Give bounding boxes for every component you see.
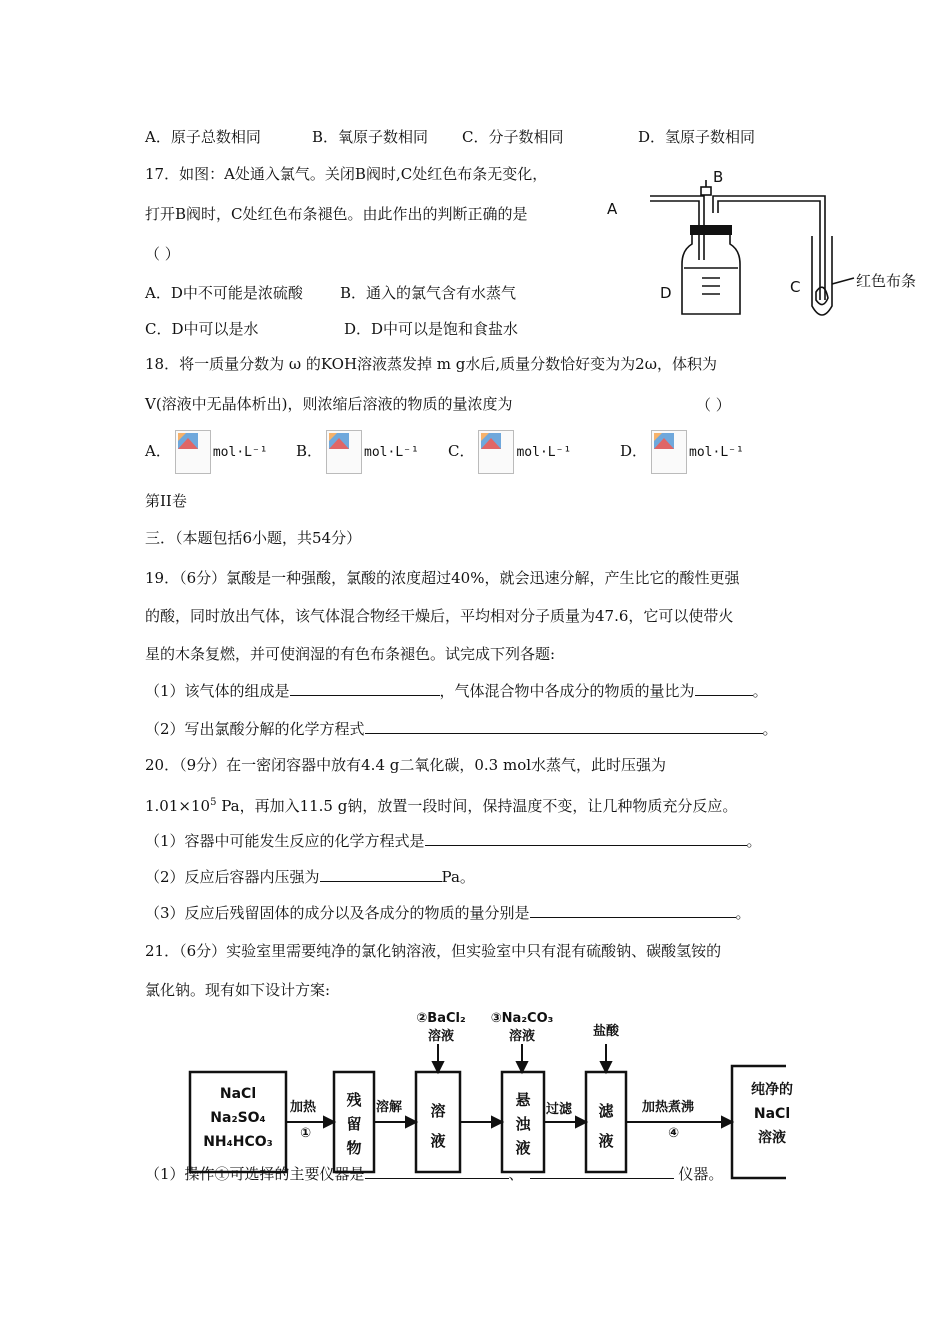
q17-line2: 打开B阀时，C处红色布条褪色。由此作出的判断正确的是 <box>145 205 528 223</box>
flow-arrow4-label: 过滤 <box>546 1102 573 1117</box>
formula-image-placeholder <box>326 430 362 474</box>
q20-line1: 20．（9分）在一密闭容器中放有4.4 g二氧化碳，0.3 mol水蒸气，此时压强为 <box>145 756 667 774</box>
q20-sub3 <box>145 903 751 923</box>
q19-sub1-text2: ，气体混合物中各成分的物质的量比为 <box>439 682 695 700</box>
q20-sub1-end: 。 <box>746 832 762 850</box>
flow-reagent-hcl: 盐酸 <box>592 1024 619 1039</box>
flow-box-line: Na₂SO₄ <box>210 1110 266 1126</box>
q21-sub1-text: （1）操作①可选择的主要仪器是 <box>145 1165 365 1183</box>
q20-sub2 <box>145 867 475 887</box>
flow-box-pure-nacl <box>732 1078 812 1150</box>
q20-exponent: 5 <box>210 797 217 808</box>
q19-sub2-end: 。 <box>762 720 778 738</box>
formula-image-placeholder <box>478 430 514 474</box>
q17-paren: （ ） <box>145 245 180 263</box>
q20-sub1 <box>145 831 762 851</box>
section-juan-2: 第II卷 <box>145 492 187 510</box>
q16-option-b: B．氧原子数相同 <box>312 128 429 146</box>
q20-sub3-end: 。 <box>735 904 751 922</box>
flow-box-mixture <box>190 1082 286 1154</box>
flow-box-line: 滤 <box>598 1102 614 1120</box>
section-part-3: 三．（本题包括6小题，共54分） <box>145 529 362 547</box>
q18-option-letter: A． <box>145 442 171 460</box>
flow-box-line: 纯净的 <box>751 1082 793 1098</box>
flow-reagent-na2co3 <box>484 1010 560 1046</box>
q16-option-d: D．氢原子数相同 <box>638 128 756 146</box>
q16-option-c: C．分子数相同 <box>462 128 564 146</box>
flow-box-residue <box>334 1088 374 1160</box>
q21-sub1-sep: 、 <box>508 1165 524 1183</box>
q21-sub1 <box>145 1164 723 1184</box>
broken-image-icon <box>178 433 198 449</box>
formula-image-placeholder <box>175 430 211 474</box>
q18-line2: V(溶液中无晶体析出)，则浓缩后溶液的物质的量浓度为 <box>145 395 513 413</box>
q20-line2 <box>145 793 737 816</box>
flow-arrow1-label: 加热 <box>290 1100 317 1115</box>
q21-line2: 氯化钠。现有如下设计方案: <box>145 981 331 999</box>
q18-line1: 18．将一质量分数为 ω 的KOH溶液蒸发掉 m g水后,质量分数恰好变为为2ω，体积为 <box>145 355 717 373</box>
q18-option-a <box>145 430 268 474</box>
q19-line3: 星的木条复燃，并可使润湿的有色布条褪色。试完成下列各题: <box>145 645 556 663</box>
flow-arrow2-label: 溶解 <box>376 1100 403 1115</box>
q20-sub2-text: （2）反应后容器内压强为 <box>145 868 320 886</box>
q20-sub1-text: （1）容器中可能发生反应的化学方程式是 <box>145 832 425 850</box>
q18-option-b <box>296 430 419 474</box>
q18-option-unit: mol·L⁻¹ <box>689 445 744 460</box>
answer-blank[interactable] <box>365 719 763 734</box>
q18-option-letter: D． <box>620 442 648 460</box>
q18-option-unit: mol·L⁻¹ <box>212 445 268 460</box>
q19-line1: 19．（6分）氯酸是一种强酸，氯酸的浓度超过40%，就会迅速分解，产生比它的酸性更强 <box>145 569 740 587</box>
answer-blank[interactable] <box>530 903 736 918</box>
flow-reagent-line: ②BaCl₂ <box>416 1011 466 1026</box>
flow-arrow5-step: ④ <box>668 1126 680 1141</box>
flow-reagent-line: 溶液 <box>508 1029 535 1044</box>
apparatus-label-cloth: 红色布条 <box>856 272 917 290</box>
flow-box-line: NH₄HCO₃ <box>203 1134 273 1150</box>
flow-box-line: NaCl <box>753 1106 791 1122</box>
q19-sub2-text: （2）写出氯酸分解的化学方程式 <box>145 720 365 738</box>
flow-box-line: 物 <box>346 1139 362 1157</box>
apparatus-label-b: B <box>713 168 724 186</box>
flow-box-line: 溶液 <box>758 1130 786 1146</box>
q19-sub1-text: （1）该气体的组成是 <box>145 682 290 700</box>
q18-paren: （ ） <box>696 396 731 414</box>
q20-line2-text: 1.01×10 <box>145 797 211 815</box>
flow-box-filtrate <box>586 1096 626 1156</box>
flow-arrow1-step: ① <box>300 1126 312 1141</box>
q16-option-a: A．原子总数相同 <box>145 128 261 146</box>
q18-option-c <box>448 430 571 474</box>
q19-sub1 <box>145 681 768 701</box>
flow-box-line: 液 <box>515 1139 531 1157</box>
flow-box-line: 残 <box>346 1091 362 1109</box>
q20-sub2-end: Pa。 <box>441 868 475 886</box>
answer-blank[interactable] <box>365 1164 509 1179</box>
flow-reagent-bacl2 <box>406 1010 476 1046</box>
q19-sub1-end: 。 <box>752 682 768 700</box>
answer-blank[interactable] <box>320 867 442 882</box>
q18-option-unit: mol·L⁻¹ <box>364 445 419 460</box>
apparatus-label-d: D <box>660 284 672 302</box>
flow-box-line: 浊 <box>515 1115 531 1133</box>
q17-option-b: B．通入的氯气含有水蒸气 <box>340 284 517 302</box>
q19-sub2 <box>145 719 778 739</box>
flow-box-suspension <box>502 1088 544 1160</box>
q21-sub1-end: 仪器。 <box>678 1165 724 1183</box>
q17-option-d: D．D中可以是饱和食盐水 <box>344 320 519 338</box>
q18-option-letter: C． <box>448 442 475 460</box>
flow-box-line: NaCl <box>219 1086 257 1102</box>
flow-box-line: 液 <box>598 1132 614 1150</box>
q18-option-d <box>620 430 744 474</box>
flow-reagent-line: ③Na₂CO₃ <box>490 1011 554 1026</box>
flow-reagent-line: 溶液 <box>427 1029 454 1044</box>
q19-line2: 的酸，同时放出气体，该气体混合物经干燥后，平均相对分子质量为47.6，它可以使带火 <box>145 607 734 625</box>
flow-box-line: 液 <box>430 1132 446 1150</box>
q20-line2-text2: Pa，再加入11.5 g钠，放置一段时间，保持温度不变，让几种物质充分反应。 <box>216 797 738 815</box>
answer-blank[interactable] <box>530 1164 674 1179</box>
q18-option-unit: mol·L⁻¹ <box>516 445 572 460</box>
q21-line1: 21．（6分）实验室里需要纯净的氯化钠溶液，但实验室中只有混有硫酸钠、碳酸氢铵的 <box>145 942 722 960</box>
broken-image-icon <box>481 433 501 449</box>
answer-blank[interactable] <box>425 831 747 846</box>
flow-box-line: 留 <box>346 1115 362 1133</box>
broken-image-icon <box>654 433 674 449</box>
apparatus-label-c: C <box>790 278 801 296</box>
flow-box-line: 溶 <box>430 1102 446 1120</box>
answer-blank[interactable] <box>695 681 753 696</box>
answer-blank[interactable] <box>290 681 440 696</box>
formula-image-placeholder <box>651 430 687 474</box>
q20-sub3-text: （3）反应后残留固体的成分以及各成分的物质的量分别是 <box>145 904 530 922</box>
flow-box-solution <box>416 1096 460 1156</box>
flow-box-line: 悬 <box>515 1091 531 1109</box>
q18-option-letter: B． <box>296 442 323 460</box>
q17-option-c: C．D中可以是水 <box>145 320 259 338</box>
apparatus-label-a: A <box>607 200 618 218</box>
flow-arrow5-label: 加热煮沸 <box>642 1100 695 1115</box>
q17-line1: 17．如图：A处通入氯气。关闭B阀时,C处红色布条无变化， <box>145 165 548 183</box>
apparatus-drawing <box>640 168 930 328</box>
q17-option-a: A．D中不可能是浓硫酸 <box>145 284 303 302</box>
chlorine-apparatus-figure <box>607 168 930 332</box>
broken-image-icon <box>329 433 349 449</box>
purification-flowchart <box>186 1010 786 1180</box>
